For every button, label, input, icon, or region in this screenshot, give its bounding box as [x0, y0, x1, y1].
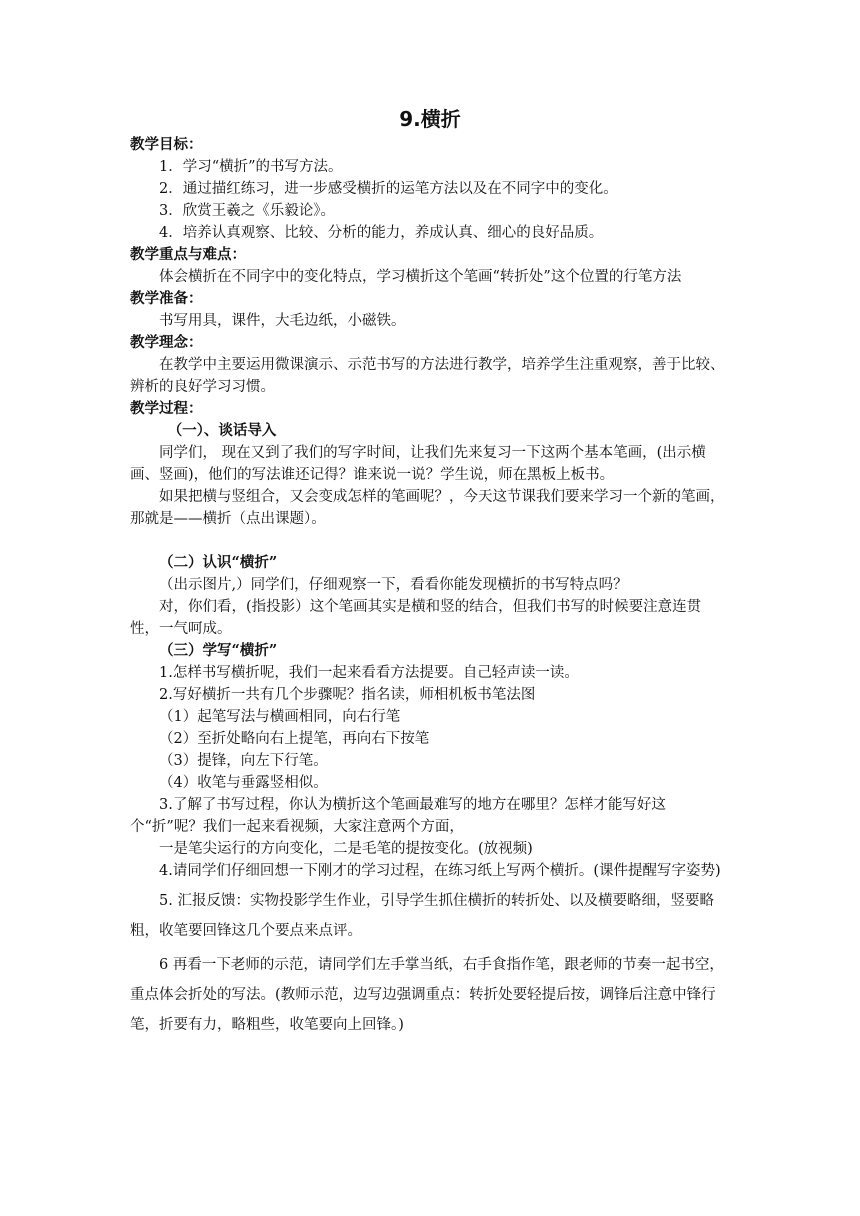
- part1-paragraph: 同学们， 现在又到了我们的写字时间，让我们先来复习一下这两个基本笔画，(出示横画、竖画)，他们的写法谁还记得？谁来说一说？学生说，师在黑板上板书。: [130, 445, 706, 483]
- philosophy-heading: 教学理念：: [130, 335, 203, 351]
- process-heading: 教学过程：: [130, 401, 203, 417]
- goal-item: 1．学习“横折”的书写方法。: [159, 159, 343, 175]
- document-page: [130, 104, 730, 1040]
- preparation-heading: 教学准备：: [130, 291, 203, 307]
- goals-heading: 教学目标：: [130, 137, 203, 153]
- spacer: [130, 530, 730, 552]
- part3-paragraph: 6 再看一下老师的示范，请同学们左手掌当纸，右手食指作笔，跟老师的节奏一起书空，重点体会折处的写法。(教师示范，边写边强调重点：转折处要轻提后按，调锋后注意中锋行笔，折要有力，略粗些，收笔要向上回锋。): [130, 957, 724, 1033]
- step-item: （1）起笔写法与横画相同，向右行笔: [159, 709, 401, 725]
- goal-item: 3．欣赏王羲之《乐毅论》。: [159, 203, 335, 219]
- part2-paragraph: （出示图片,）同学们，仔细观察一下，看看你能发现横折的书写特点吗？: [159, 577, 628, 593]
- key-points-heading: 教学重点与难点：: [130, 247, 246, 263]
- part1-paragraph: 如果把横与竖组合，又会变成怎样的笔画呢？，今天这节课我们要来学习一个新的笔画，那就是——横折（点出课题）。: [130, 489, 725, 527]
- part3-paragraph: 3.了解了书写过程，你认为横折这个笔画最难写的地方在哪里？怎样才能写好这个“折”呢？我们一起来看视频，大家注意两个方面，: [130, 797, 666, 835]
- preparation-text: 书写用具，课件，大毛边纸，小磁铁。: [159, 313, 406, 329]
- part3-paragraph: 一是笔尖运行的方向变化，二是毛笔的提按变化。(放视频): [159, 841, 533, 857]
- goal-item: 4．培养认真观察、比较、分析的能力，养成认真、细心的良好品质。: [159, 225, 604, 241]
- part3-paragraph: 4.请同学们仔细回想一下刚才的学习过程，在练习纸上写两个横折。(课件提醒写字姿势): [159, 863, 721, 879]
- part3-paragraph: 1.怎样书写横折呢，我们一起来看看方法提要。自己轻声读一读。: [159, 665, 579, 681]
- philosophy-text: 在教学中主要运用微课演示、示范书写的方法进行教学，培养学生注重观察，善于比较、辨析的良好学习习惯。: [130, 357, 725, 395]
- step-item: （3）提锋，向左下行笔。: [159, 753, 328, 769]
- key-points-text: 体会横折在不同字中的变化特点，学习横折这个笔画“转折处”这个位置的行笔方法: [159, 269, 682, 285]
- step-item: （2）至折处略向右上提笔，再向右下按笔: [159, 731, 430, 747]
- part3-paragraph: 5. 汇报反馈：实物投影学生作业，引导学生抓住横折的转折处、以及横要略细，竖要略粗，收笔要回锋这几个要点来点评。: [130, 893, 714, 939]
- part1-heading: （一）、谈话导入: [167, 422, 277, 439]
- part3-heading: （三）学写“横折”: [159, 642, 278, 659]
- part2-heading: （二）认识“横折”: [159, 554, 278, 571]
- part3-paragraph: 2.写好横折一共有几个步骤呢？指名读，师相机板书笔法图: [159, 687, 536, 703]
- goal-item: 2．通过描红练习，进一步感受横折的运笔方法以及在不同字中的变化。: [159, 181, 618, 197]
- page-title: 9.横折: [399, 107, 461, 131]
- part2-paragraph: 对，你们看，(指投影）这个笔画其实是横和竖的结合，但我们书写的时候要注意连贯性，一气呵成。: [130, 599, 702, 637]
- step-item: （4）收笔与垂露竖相似。: [159, 775, 328, 791]
